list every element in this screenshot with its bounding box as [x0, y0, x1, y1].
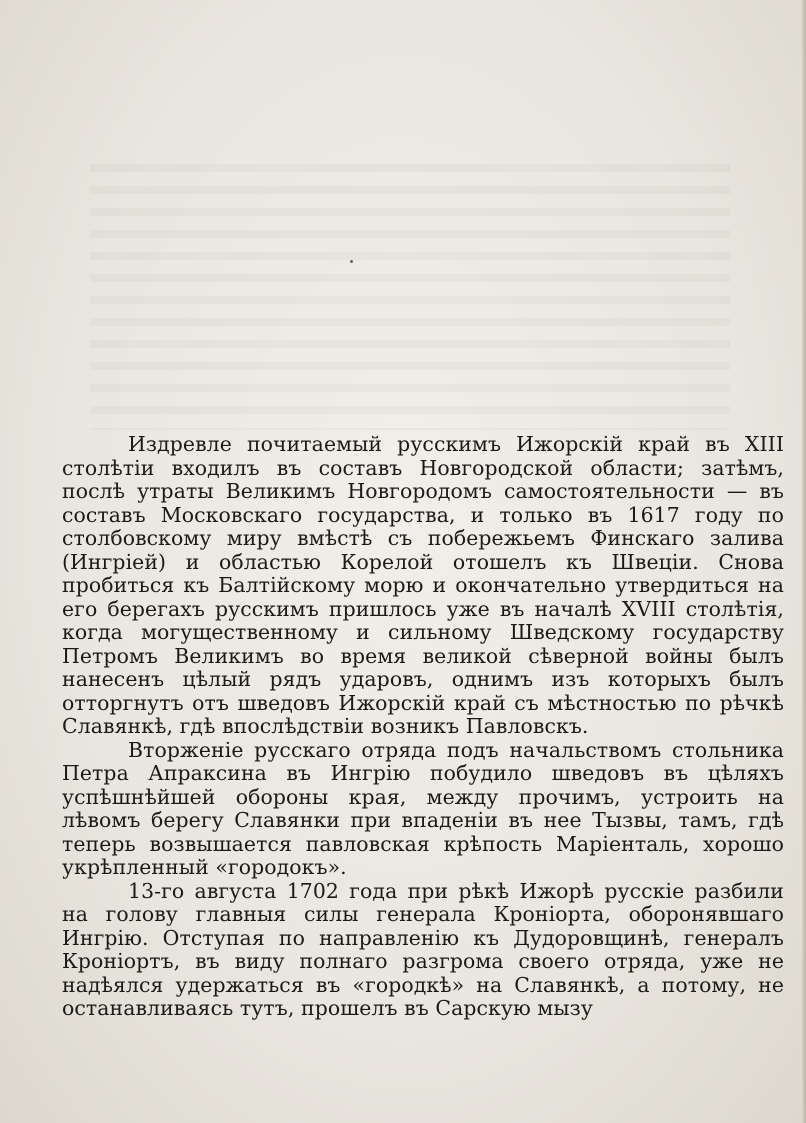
paragraph-3: 13-го августа 1702 года при рѣкѣ Ижорѣ русскіе разбили на голову главныя силы генерала Кроніорта, оборонявшаго Ингрію. Отступая по направленію къ Дудоровщинѣ, генералъ Кроніортъ, въ виду полнаго разгрома своего отряда, уже не надѣялся удержаться въ «городкѣ» на Славянкѣ, а потому, не останавливаясь тутъ, прошелъ въ Сарскую мызу: [62, 878, 784, 1020]
paragraph-2: Вторженіе русскаго отряда подъ начальствомъ стольника Петра Апраксина въ Ингрію побудило шведовъ въ цѣляхъ успѣшнѣйшей обороны края, между прочимъ, устроить на лѣвомъ берегу Славянки при впаденіи въ нее Тызвы, тамъ, гдѣ теперь возвышается павловская крѣпость Маріенталь, хорошо укрѣпленный «городокъ».: [62, 737, 784, 879]
paragraph-1: Издревле почитаемый русскимъ Ижорскій край въ XIII столѣтіи входилъ въ составъ Новгородской области; затѣмъ, послѣ утраты Великимъ Новгородомъ самостоятельности — въ составъ Московскаго государства, и только въ 1617 году по столбовскому миру вмѣстѣ съ побережьемъ Финскаго залива (Ингріей) и областью Корелой отошелъ къ Швеціи. Снова пробиться къ Балтійскому морю и окончательно утвердиться на его берегахъ русскимъ пришлось уже въ началѣ XVIII столѣтія, когда могущественному и сильному Шведскому государству Петромъ Великимъ во время великой сѣверной войны былъ нанесенъ цѣлый рядъ ударовъ, однимъ изъ которыхъ былъ отторгнутъ отъ шведовъ Ижорскій край съ мѣстностью по рѣчкѣ Славянкѣ, гдѣ впослѣдствіи возникъ Павловскъ.: [62, 432, 784, 738]
show-through-bleed: [90, 150, 730, 430]
speck: [350, 260, 353, 263]
page-edge: [802, 0, 806, 1123]
body-text: [62, 433, 784, 1021]
